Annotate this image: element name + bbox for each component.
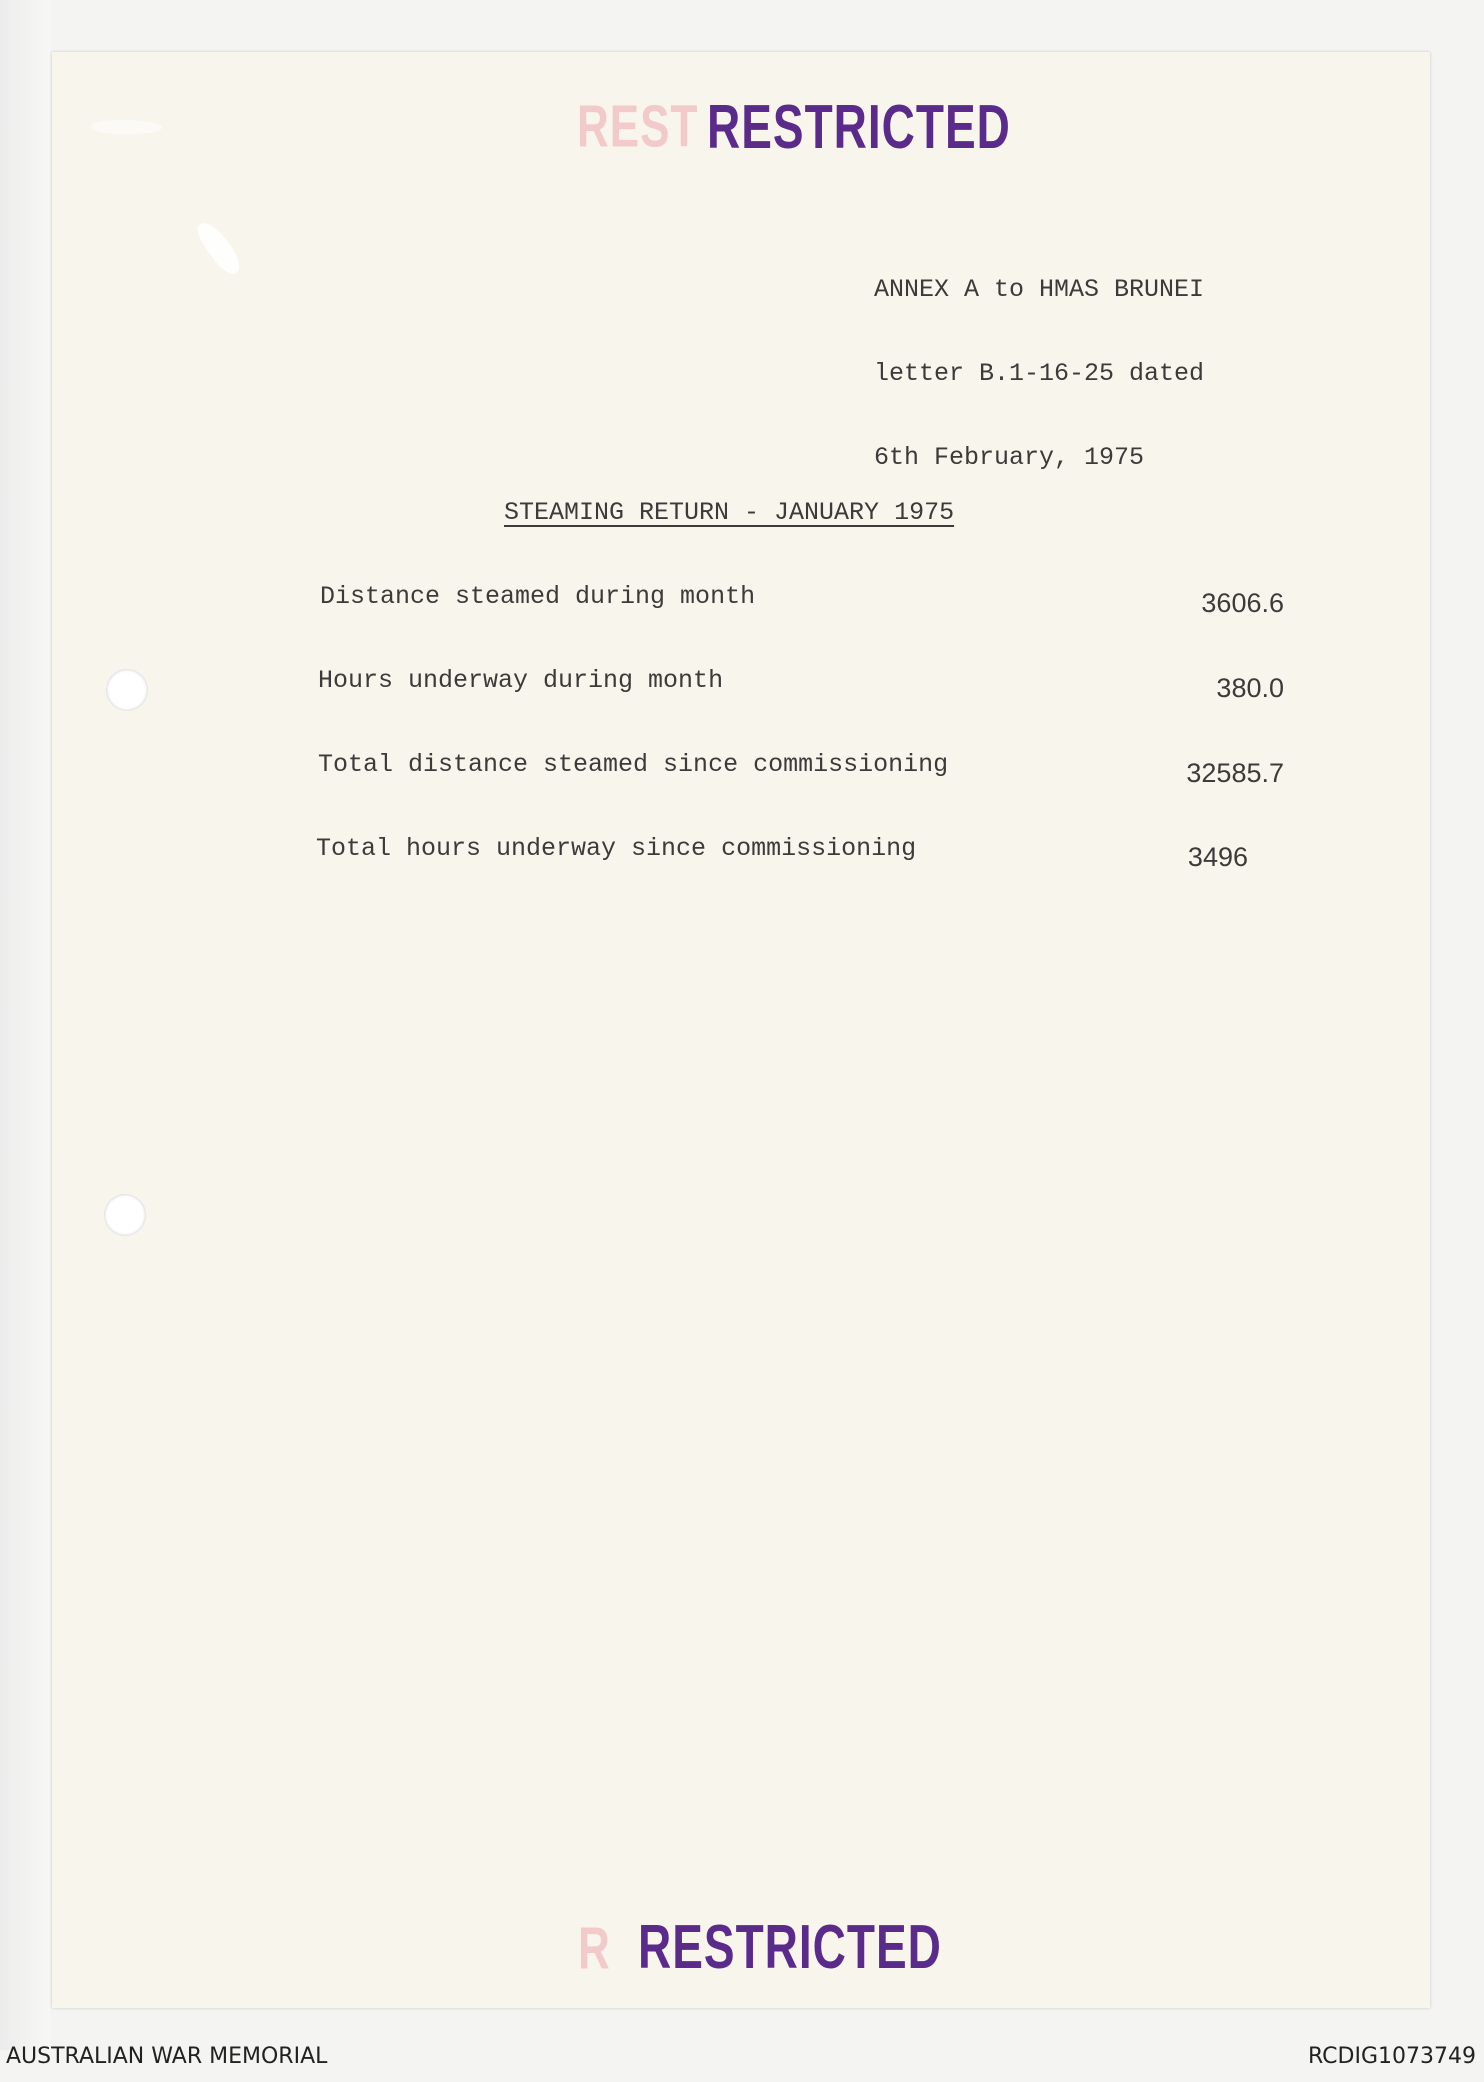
paper-scuff-mark: [92, 120, 162, 134]
row-value-total-hours: 3496: [1187, 842, 1248, 872]
document-title: STEAMING RETURN - JANUARY 1975: [504, 498, 955, 527]
restricted-stamp-top: RESTRICTED: [707, 91, 1011, 162]
document-page: [52, 52, 1430, 2008]
annex-line-1: ANNEX A to HMAS BRUNEI: [874, 275, 1205, 304]
footer-catalog-id: RCDIG1073749: [1307, 2044, 1476, 2069]
row-label-total-hours: Total hours underway since commissioning: [316, 834, 917, 863]
scan-background: [0, 0, 50, 2050]
paper-tear-mark: [193, 217, 245, 279]
punch-hole-top: [106, 669, 148, 711]
stamp-ghost-top: REST: [577, 94, 699, 161]
row-value-total-distance: 32585.7: [1186, 758, 1284, 788]
annex-line-2: letter B.1-16-25 dated: [874, 359, 1205, 388]
footer-institution: AUSTRALIAN WAR MEMORIAL: [6, 2044, 328, 2069]
annex-line-3: 6th February, 1975: [874, 443, 1145, 472]
row-label-hours-month: Hours underway during month: [318, 666, 724, 695]
row-label-distance-month: Distance steamed during month: [320, 582, 756, 611]
row-label-total-distance: Total distance steamed since commissioning: [318, 750, 949, 779]
annex-reference: [874, 220, 1204, 528]
punch-hole-bottom: [104, 1194, 146, 1236]
row-value-distance-month: 3606.6: [1201, 588, 1284, 618]
row-value-hours-month: 380.0: [1216, 673, 1284, 703]
stamp-ghost-bottom: R: [578, 1916, 611, 1983]
restricted-stamp-bottom: RESTRICTED: [638, 1911, 942, 1982]
